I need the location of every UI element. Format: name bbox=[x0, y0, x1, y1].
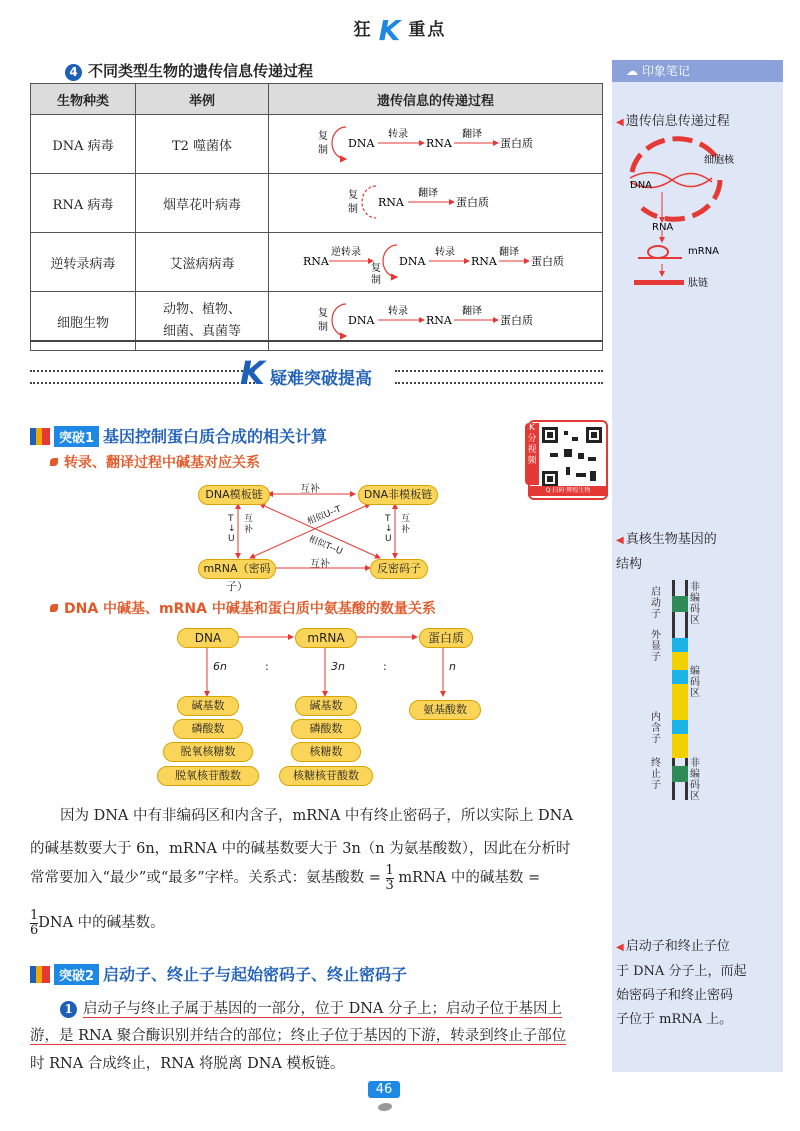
sb-rna-label: RNA bbox=[652, 222, 674, 233]
cell-example: T2 噬菌体 bbox=[136, 115, 269, 174]
triangle-icon: ◀ bbox=[616, 535, 624, 546]
flow-dna-virus bbox=[316, 117, 556, 167]
col2-item: 核糖数 bbox=[291, 742, 361, 762]
label-left: T ↓ U bbox=[228, 514, 236, 544]
sidebar-note-3: ◀ 启动子和终止子位 于 DNA 分子上，而起 始密码子和终止密码 子位于 mRNA 上。 bbox=[616, 939, 747, 1027]
sb-dna-label: DNA bbox=[630, 180, 653, 191]
breakthrough-title-text: 启动子、终止子与起始密码子、终止密码子 bbox=[103, 965, 408, 984]
node-mrna: mRNA bbox=[295, 628, 357, 648]
subtitle-2 bbox=[50, 598, 436, 618]
col2-item: 碱基数 bbox=[295, 696, 357, 716]
rep-char1: 复 bbox=[317, 308, 328, 319]
ratio-colon2: : bbox=[383, 660, 387, 673]
cell-example: 艾滋病病毒 bbox=[136, 233, 269, 292]
flow-dna: DNA bbox=[347, 137, 374, 150]
flow-rna: RNA bbox=[425, 137, 452, 150]
flow-dna: DNA bbox=[398, 255, 425, 268]
triangle-icon: ◀ bbox=[616, 942, 624, 953]
divider-left bbox=[30, 370, 255, 384]
flow-protein: 蛋白质 bbox=[499, 314, 533, 327]
ratio-6n: 6n bbox=[213, 660, 227, 673]
paragraph-1-line2: 的碱基数要大于 6n，mRNA 中的碱基数要大于 3n（n 为氨基酸数），因此在分析时 bbox=[30, 841, 571, 857]
rep-char2: 制 bbox=[347, 204, 358, 215]
node-anticodon: 反密码子 bbox=[370, 559, 428, 579]
rep-char1: 复 bbox=[370, 263, 381, 274]
section-4-title bbox=[65, 60, 313, 81]
subtitle-text: DNA 中碱基、mRNA 中碱基和蛋白质中氨基酸的数量关系 bbox=[64, 601, 436, 617]
example-line2: 细菌、真菌等 bbox=[162, 324, 241, 339]
node-dna-template: DNA模板链 bbox=[198, 485, 270, 505]
qr-pattern-icon bbox=[542, 427, 602, 487]
flow-rna: RNA bbox=[470, 255, 497, 268]
cell-process bbox=[269, 174, 603, 233]
rep-char2: 制 bbox=[317, 145, 328, 156]
breakthrough-title-text: 基因控制蛋白质合成的相关计算 bbox=[103, 427, 328, 446]
breakthrough-tag: 突破2 bbox=[54, 964, 99, 985]
sb-nucleus-label: 细胞核 bbox=[704, 155, 734, 166]
transmission-table bbox=[30, 83, 603, 351]
col-header-process: 遗传信息的传递过程 bbox=[269, 84, 603, 115]
node-dna: DNA bbox=[177, 628, 239, 648]
col1-item: 碱基数 bbox=[177, 696, 239, 716]
page-number: 46 bbox=[368, 1081, 400, 1098]
promoter-segment bbox=[672, 596, 688, 612]
label-noncoding2: 非编码区 bbox=[690, 758, 700, 802]
section-number-badge: 4 bbox=[65, 64, 82, 81]
cell-process bbox=[269, 115, 603, 174]
flow-rna-virus bbox=[336, 176, 536, 226]
col-header-type: 生物种类 bbox=[31, 84, 136, 115]
flow-transcribe: 转录 bbox=[434, 247, 455, 258]
qr-foot-label: Q 扫码·辉煌生物 bbox=[528, 486, 608, 496]
table-bottom-line bbox=[30, 340, 603, 342]
col-header-example: 举例 bbox=[136, 84, 269, 115]
label-top: 互补 bbox=[300, 484, 320, 495]
flow-reverse: 逆转录 bbox=[330, 247, 361, 258]
flow-translate: 翻译 bbox=[417, 188, 438, 199]
page-header bbox=[0, 14, 800, 47]
flow-cellular bbox=[316, 294, 556, 344]
paragraph-2-line3: 时 RNA 合成终止，RNA 将脱离 DNA 模板链。 bbox=[30, 1056, 345, 1072]
label-right2: 互 补 bbox=[401, 514, 411, 535]
section-title-text: 不同类型生物的遗传信息传递过程 bbox=[88, 62, 314, 80]
table-row bbox=[31, 233, 603, 292]
cell-type: DNA 病毒 bbox=[31, 115, 136, 174]
breakthrough-2-title bbox=[30, 962, 407, 985]
label-diag1: 相似U--T bbox=[305, 504, 343, 528]
divider-k-icon: K bbox=[240, 354, 265, 392]
label-noncoding1: 非编码区 bbox=[690, 582, 700, 626]
col3-item: 氨基酸数 bbox=[409, 700, 481, 720]
cell-type: 逆转录病毒 bbox=[31, 233, 136, 292]
cell-example: 烟草花叶病毒 bbox=[136, 174, 269, 233]
leaf-icon bbox=[50, 458, 58, 466]
subtitle-1 bbox=[50, 452, 260, 472]
paragraph-1-line4: $\frac{1}{6}$ DNA 中的碱基数。 bbox=[30, 907, 165, 938]
triangle-icon: ◀ bbox=[616, 117, 624, 128]
flow-rna: RNA bbox=[377, 196, 404, 209]
divider-right bbox=[395, 370, 603, 384]
col1-item: 脱氧核糖数 bbox=[163, 742, 253, 762]
cell-type: RNA 病毒 bbox=[31, 174, 136, 233]
k-logo-icon: K bbox=[378, 14, 403, 47]
node-protein: 蛋白质 bbox=[419, 628, 473, 648]
header-right: 重点 bbox=[408, 20, 447, 40]
label-terminator: 终止子 bbox=[651, 758, 661, 791]
divider-title: 疑难突破提高 bbox=[270, 369, 372, 389]
col2-item: 核糖核苷酸数 bbox=[279, 766, 373, 786]
flow-transcribe: 转录 bbox=[387, 306, 408, 317]
breakthrough-1-title bbox=[30, 424, 327, 447]
col2-item: 磷酸数 bbox=[291, 719, 361, 739]
example-line1: 动物、植物、 bbox=[162, 302, 241, 317]
book-icon bbox=[30, 966, 50, 983]
transmission-illustration bbox=[612, 130, 783, 290]
ratio-colon1: : bbox=[265, 660, 269, 673]
flow-translate: 翻译 bbox=[498, 247, 519, 258]
flow-protein: 蛋白质 bbox=[455, 196, 489, 209]
sidebar-header: ☁ 印象笔记 bbox=[612, 60, 783, 82]
rep-char2: 制 bbox=[370, 275, 381, 285]
flow-transcribe: 转录 bbox=[387, 129, 408, 140]
flow-rna-src: RNA bbox=[302, 255, 329, 268]
rep-char2: 制 bbox=[317, 322, 328, 333]
label-right: T ↓ U bbox=[385, 514, 393, 544]
paragraph-2-line2: 游，是 RNA 聚合酶识别并结合的部位；终止子位于基因的下游，转录到终止子部位 bbox=[30, 1028, 567, 1044]
label-diag2: 相似T--U bbox=[306, 534, 344, 558]
flow-retrovirus bbox=[301, 235, 571, 285]
node-mrna: mRNA（密码子） bbox=[198, 559, 276, 579]
cloud-icon: ☁ bbox=[626, 64, 638, 78]
flow-translate: 翻译 bbox=[461, 306, 482, 317]
header-left: 狂 bbox=[353, 20, 373, 40]
paragraph-1-line3: 常常要加入“最少”或“最多”字样。关系式：氨基酸数 = $\frac{1}{3}$ mRNA 中的碱基数 = bbox=[30, 862, 541, 893]
flow-translate: 翻译 bbox=[461, 129, 482, 140]
rep-char1: 复 bbox=[347, 190, 358, 201]
base-pairing-diagram bbox=[190, 478, 450, 593]
subtitle-text: 转录、翻译过程中碱基对应关系 bbox=[64, 455, 260, 471]
flow-protein: 蛋白质 bbox=[499, 137, 533, 150]
label-left2: 互 补 bbox=[244, 514, 254, 535]
rep-char1: 复 bbox=[317, 131, 328, 142]
fraction-1-6: $\frac{1}{6}$ bbox=[30, 907, 39, 938]
breakthrough-tag: 突破1 bbox=[54, 426, 99, 447]
flow-dna: DNA bbox=[347, 314, 374, 327]
label-bottom: 互补 bbox=[310, 559, 330, 570]
item-number-badge: 1 bbox=[60, 1001, 77, 1018]
label-exon: 外显子 bbox=[651, 630, 661, 663]
label-coding: 编码区 bbox=[690, 666, 700, 699]
leaf-icon bbox=[50, 604, 58, 612]
node-dna-nontemplate: DNA非模板链 bbox=[358, 485, 438, 505]
bird-icon bbox=[378, 1103, 392, 1111]
label-promoter: 启动子 bbox=[651, 587, 661, 620]
sb-peptide-label: 肽链 bbox=[688, 278, 708, 289]
col1-item: 磷酸数 bbox=[173, 719, 243, 739]
cell-process bbox=[269, 233, 603, 292]
sb-mrna-label: mRNA bbox=[688, 246, 720, 257]
label-intron: 内含子 bbox=[651, 712, 661, 745]
quantity-diagram bbox=[155, 624, 485, 789]
ratio-n: n bbox=[449, 660, 456, 673]
paragraph-2-line1: 1 启动子与终止子属于基因的一部分，位于 DNA 分子上；启动子位于基因上 bbox=[30, 993, 605, 1026]
qr-side-label: K分视频 bbox=[525, 423, 539, 485]
table-row bbox=[31, 115, 603, 174]
sidebar-note-1: ◀ 遗传信息传递过程 bbox=[616, 114, 730, 129]
col1-item: 脱氧核苷酸数 bbox=[157, 766, 259, 786]
ratio-3n: 3n bbox=[331, 660, 345, 673]
cell-type: 细胞生物 bbox=[31, 292, 136, 351]
paragraph-1-line1: 因为 DNA 中有非编码区和内含子，mRNA 中有终止密码子，所以实际上 DNA bbox=[60, 808, 573, 824]
flow-protein: 蛋白质 bbox=[530, 255, 564, 268]
table-header-row bbox=[31, 84, 603, 115]
table-row bbox=[31, 174, 603, 233]
terminator-segment bbox=[672, 766, 688, 782]
fraction-1-3: $\frac{1}{3}$ bbox=[385, 862, 394, 893]
flow-rna: RNA bbox=[425, 314, 452, 327]
sidebar-note-2: ◀ 真核生物基因的 结构 bbox=[616, 532, 717, 572]
book-icon bbox=[30, 428, 50, 445]
